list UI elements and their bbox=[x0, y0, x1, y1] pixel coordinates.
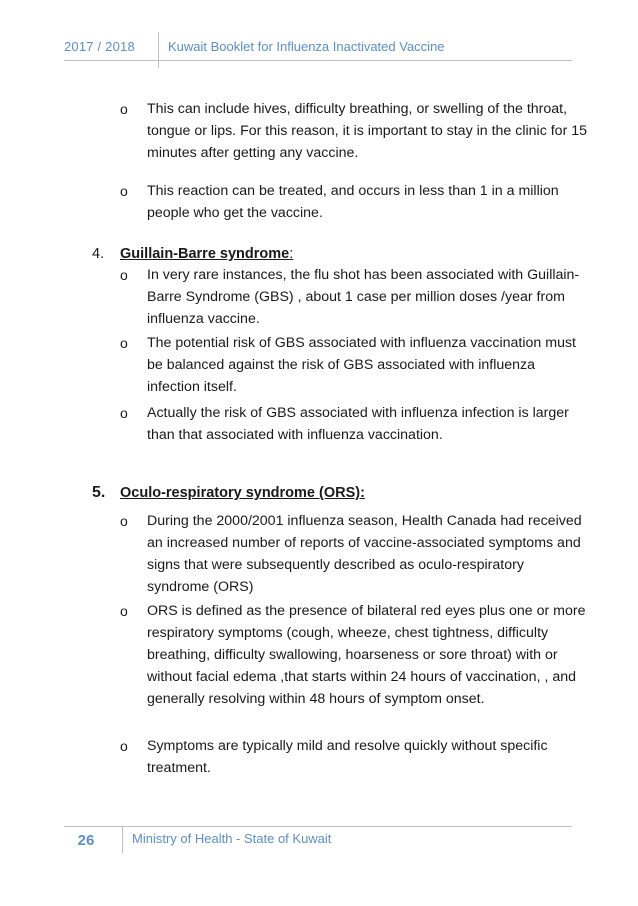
page-number: 26 bbox=[77, 832, 95, 849]
bullet-marker: o bbox=[120, 101, 128, 117]
section-number: 4. bbox=[92, 246, 105, 262]
section-title: Guillain-Barre syndrome: bbox=[120, 246, 294, 262]
section-title: Oculo-respiratory syndrome (ORS): bbox=[120, 485, 365, 501]
bullet-marker: o bbox=[120, 603, 128, 619]
bullet-text: Symptoms are typically mild and resolve quickly without specific treatment. bbox=[147, 738, 548, 776]
bullet-text: Actually the risk of GBS associated with influenza infection is larger than that associated with influenza vaccination. bbox=[147, 405, 569, 443]
bullet-text: In very rare instances, the flu shot has been associated with Guillain-Barre Syndrome (GBS) , about 1 case per million doses /year from influenza vaccine. bbox=[147, 267, 580, 327]
section-number: 5. bbox=[92, 484, 106, 501]
bullet-marker: o bbox=[120, 738, 128, 754]
footer-divider bbox=[122, 827, 123, 853]
bullet-text: The potential risk of GBS associated with influenza vaccination must be balanced against the risk of GBS associated with influenza infection itself. bbox=[147, 335, 576, 395]
page-footer bbox=[64, 826, 572, 857]
bullet-marker: o bbox=[120, 513, 128, 529]
bullet-text: ORS is defined as the presence of bilateral red eyes plus one or more respiratory symptoms (cough, wheeze, chest tightness, difficulty breathing, difficulty swallowing, hoarseness or sore throat) with or without facial edema ,that starts within 24 hours of vaccination, , and generally resolving within 48 hours of symptom onset. bbox=[147, 603, 586, 707]
footer-ministry: Ministry of Health - State of Kuwait bbox=[132, 831, 332, 846]
header-divider bbox=[158, 32, 159, 68]
bullet-text: This reaction can be treated, and occurs in less than 1 in a million people who get the vaccine. bbox=[147, 183, 559, 221]
header-year: 2017 / 2018 bbox=[64, 39, 135, 54]
bullet-marker: o bbox=[120, 405, 128, 421]
bullet-marker: o bbox=[120, 335, 128, 351]
bullet-marker: o bbox=[120, 183, 128, 199]
bullet-text: This can include hives, difficulty breathing, or swelling of the throat, tongue or lips. For this reason, it is important to stay in the clinic for 15 minutes after getting any vaccine. bbox=[147, 101, 588, 161]
bullet-text: During the 2000/2001 influenza season, Health Canada had received an increased number of reports of vaccine-associated symptoms and signs that were subsequently described as oculo-respiratory syndrome (ORS) bbox=[147, 513, 582, 595]
bullet-marker: o bbox=[120, 267, 128, 283]
header-title: Kuwait Booklet for Influenza Inactivated Vaccine bbox=[168, 39, 445, 54]
page-header bbox=[64, 30, 572, 61]
